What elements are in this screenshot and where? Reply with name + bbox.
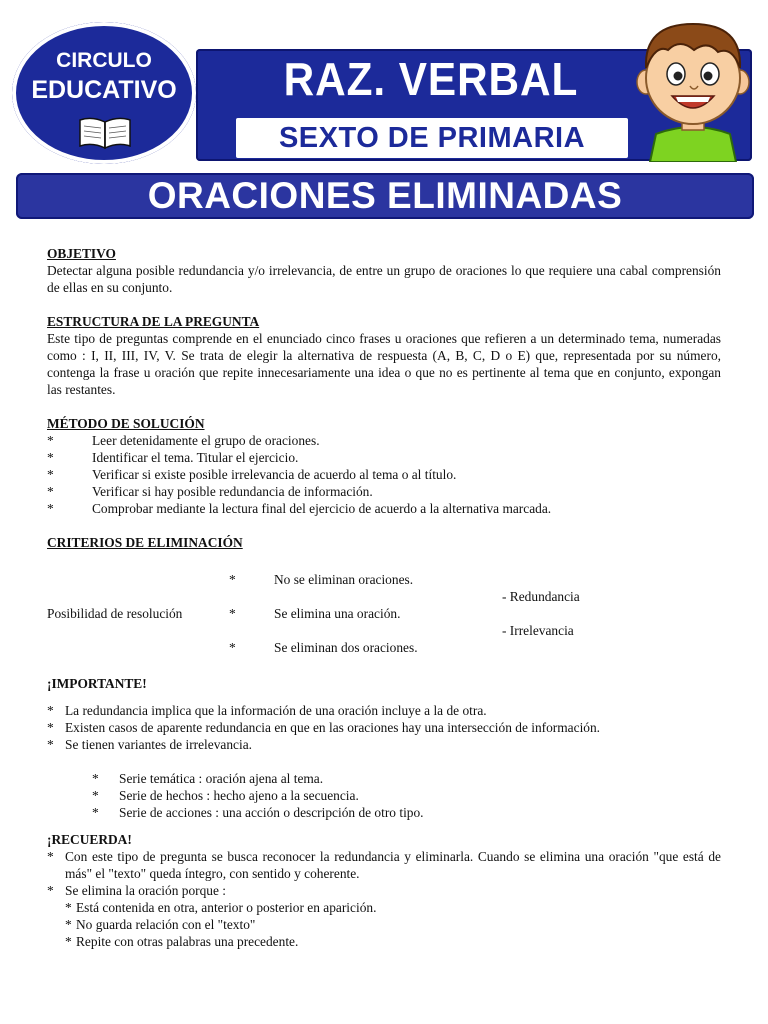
section-objetivo	[47, 245, 721, 296]
section-importante	[47, 675, 721, 821]
criteria-bullet: *	[229, 640, 236, 655]
criteria-label: Posibilidad de resolución	[47, 606, 183, 621]
list-item: * No guarda relación con el "texto"	[65, 917, 256, 932]
criteria-option: Se elimina una oración.	[274, 606, 401, 621]
open-book-icon	[78, 116, 132, 150]
list-item: * Serie temática : oración ajena al tema.	[92, 771, 324, 786]
list-item: * Leer detenidamente el grupo de oraciones.	[47, 433, 320, 448]
page-title: RAZ. VERBAL	[283, 53, 579, 105]
reason-list	[65, 899, 721, 950]
section-recuerda	[47, 831, 721, 950]
section-heading: CRITERIOS DE ELIMINACIÓN	[47, 535, 243, 550]
list-item: * Serie de acciones : una acción o descripción de otro tipo.	[92, 805, 424, 820]
list-item: * Está contenida en otra, anterior o posterior en aparición.	[65, 900, 377, 915]
list-item: * Se tienen variantes de irrelevancia.	[47, 737, 253, 752]
logo-text-line2: EDUCATIVO	[31, 76, 177, 104]
section-heading: OBJETIVO	[47, 246, 116, 261]
list-item: * Identificar el tema. Titular el ejercicio.	[47, 450, 299, 465]
criteria-diagram	[47, 559, 721, 663]
section-text: Detectar alguna posible redundancia y/o irrelevancia, de entre un grupo de oraciones lo que requiere una cabal comprensión de ellas en su conjunto.	[47, 263, 721, 295]
section-estructura	[47, 313, 721, 398]
header	[0, 0, 768, 170]
list-item: * Con este tipo de pregunta se busca reconocer la redundancia y eliminarla. Cuando se elimina una oración "que está de más" el "texto" queda íntegro, con sentido y coherente.	[47, 849, 721, 881]
page-subtitle: SEXTO DE PRIMARIA	[236, 118, 628, 158]
logo-text-line1: CIRCULO	[56, 49, 152, 72]
criteria-type: - Redundancia	[502, 589, 580, 604]
criteria-option: Se eliminan dos oraciones.	[274, 640, 418, 655]
list-item: * Repite con otras palabras una precedente.	[65, 934, 299, 949]
section-heading: ¡RECUERDA!	[47, 832, 132, 847]
criteria-bullet: *	[229, 606, 236, 621]
cartoon-boy-icon	[628, 16, 758, 162]
section-heading: ¡IMPORTANTE!	[47, 676, 147, 691]
list-item: * Comprobar mediante la lectura final del ejercicio de acuerdo a la alternativa marcada.	[47, 501, 552, 516]
circulo-educativo-logo	[12, 22, 196, 164]
topic-title: ORACIONES ELIMINADAS	[147, 175, 623, 216]
section-heading: ESTRUCTURA DE LA PREGUNTA	[47, 314, 260, 329]
document-body	[47, 245, 721, 967]
criteria-type: - Irrelevancia	[502, 623, 574, 638]
list-item: * La redundancia implica que la información de una oración incluye a la de otra.	[47, 703, 487, 718]
variant-list	[92, 770, 721, 821]
section-criterios	[47, 534, 721, 663]
list-item: * Existen casos de aparente redundancia en que en las oraciones hay una intersección de información.	[47, 720, 601, 735]
criteria-bullet: *	[229, 572, 236, 587]
list-item: * Se elimina la oración porque :	[47, 883, 227, 898]
section-metodo	[47, 415, 721, 517]
criteria-option: No se eliminan oraciones.	[274, 572, 414, 587]
list-item: * Verificar si existe posible irrelevancia de acuerdo al tema o al título.	[47, 467, 457, 482]
list-item: * Serie de hechos : hecho ajeno a la secuencia.	[92, 788, 359, 803]
section-text: Este tipo de preguntas comprende en el enunciado cinco frases u oraciones que refieren a un determinado tema, numeradas como : I, II, III, IV, V. Se trata de elegir la alternativa de respuesta (A, B, C, D o E) que, representada por su número, contenga la frase u oración que repite innecesariamente una idea o que no es pertinente al tema que en conjunto, expongan las restantes.	[47, 331, 721, 397]
section-heading: MÉTODO DE SOLUCIÓN	[47, 416, 205, 431]
list-item: * Verificar si hay posible redundancia de información.	[47, 484, 373, 499]
